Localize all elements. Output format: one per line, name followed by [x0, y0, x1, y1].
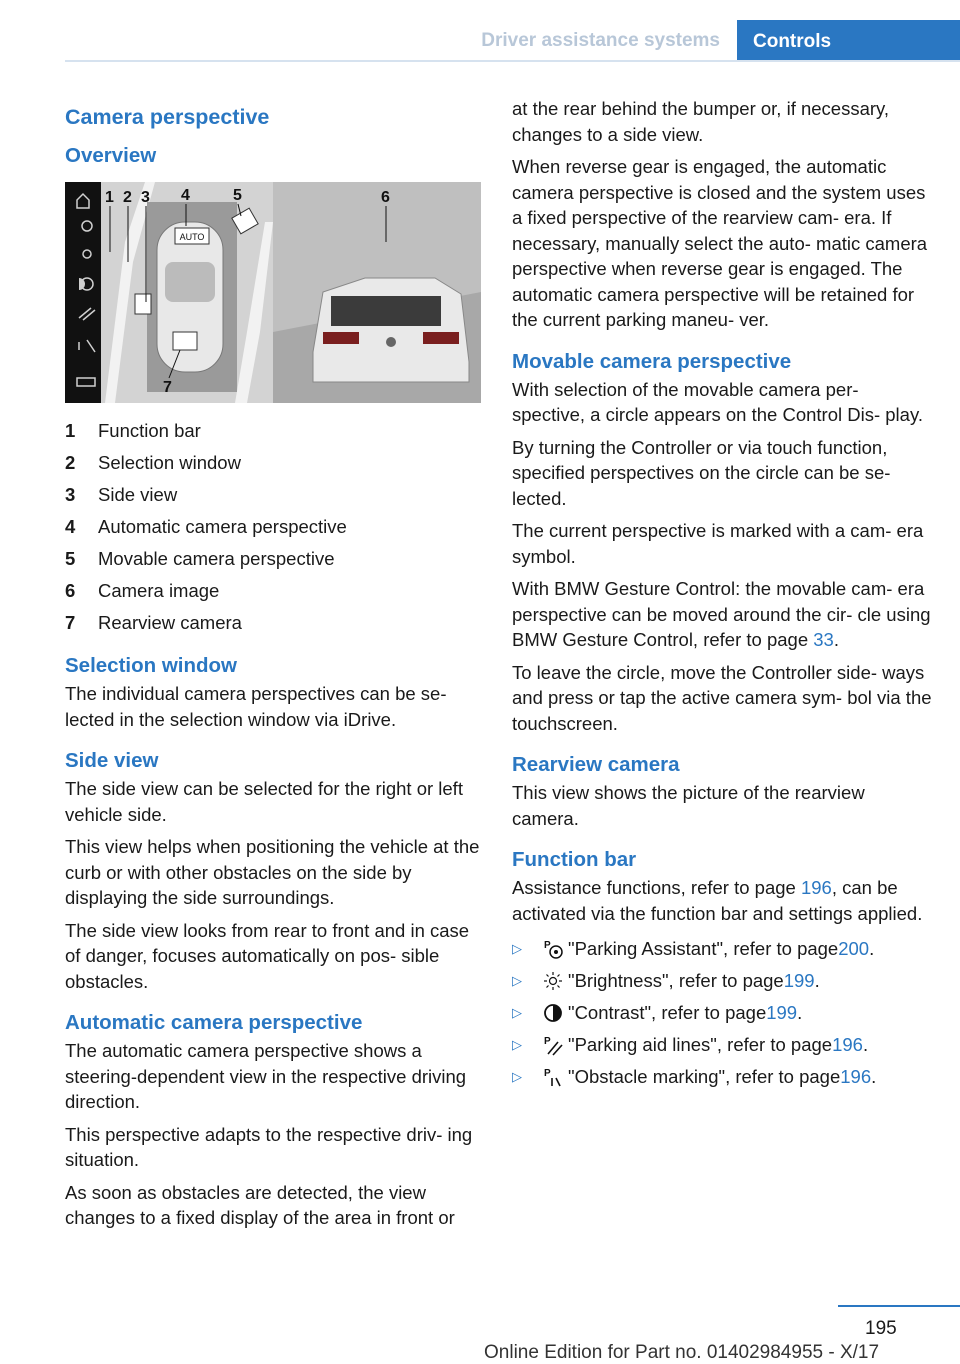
- page-link[interactable]: 196: [832, 1034, 863, 1056]
- list-item-text: "Parking aid lines", refer to page: [568, 1034, 833, 1056]
- header-section-title: Driver assistance systems: [481, 30, 720, 51]
- bullet-triangle-icon: ▷: [512, 1005, 522, 1021]
- list-item: ▷ P "Parking Assistant", refer to page 200 .: [512, 933, 932, 965]
- callout-2: 2: [123, 189, 132, 206]
- parking-aid-lines-icon: [538, 1034, 568, 1056]
- automatic-perspective-text-3: As soon as obstacles are detected, the view changes to a fixed display of the area in front or: [65, 1181, 455, 1228]
- figure-legend: [65, 415, 481, 639]
- brightness-icon: [538, 970, 568, 992]
- list-item-text: "Brightness", refer to page: [568, 970, 784, 992]
- camera-overview-figure: [65, 182, 481, 403]
- side-view-heading: Side view: [65, 749, 159, 772]
- legend-item: [65, 575, 481, 607]
- svg-text:P: P: [544, 1036, 551, 1047]
- page-link-196[interactable]: 196: [800, 877, 832, 898]
- function-bar-text-end: , can be activated via the function bar and settings applied.: [512, 877, 923, 924]
- rear-camera-symbol: [173, 332, 197, 350]
- side-view-text-1: The side view can be selected for the right or left vehicle side.: [65, 778, 463, 825]
- legend-number: 1: [65, 420, 76, 442]
- footer-rule: [838, 1305, 960, 1307]
- legend-item: [65, 511, 481, 543]
- legend-label: Automatic camera perspective: [98, 516, 347, 538]
- legend-label: Function bar: [98, 420, 201, 442]
- movable-perspective-text-5: To leave the circle, move the Controller side‐ ways and press or tap the active camera sym‐ bol via the touchscreen.: [512, 661, 932, 734]
- legend-number: 5: [65, 548, 76, 570]
- automatic-perspective-text-4: at the rear behind the bumper or, if necessary, changes to a side view.: [512, 98, 890, 145]
- bullet-triangle-icon: ▷: [512, 973, 522, 989]
- gesture-text-end: .: [833, 629, 839, 650]
- rearview-camera-heading: Rearview camera: [512, 753, 680, 776]
- list-item-text: "Contrast", refer to page: [568, 1002, 767, 1024]
- bullet-triangle-icon: ▷: [512, 1037, 522, 1053]
- movable-perspective-text-2: By turning the Controller or via touch function, specified perspectives on the circle can be se‐ lected.: [512, 436, 891, 509]
- page-title: Camera perspective: [65, 105, 270, 129]
- function-bar-text: [512, 875, 932, 926]
- page-link[interactable]: 196: [840, 1066, 872, 1088]
- svg-text:P: P: [544, 1068, 551, 1079]
- car-rear-view: [313, 278, 469, 382]
- right-column: [512, 96, 932, 1093]
- movable-perspective-text-3: The current perspective is marked with a cam‐ era symbol.: [512, 520, 924, 567]
- page-link[interactable]: 200: [838, 938, 870, 960]
- list-item: ▷ P "Parking aid lines", refer to page 196 .: [512, 1029, 932, 1061]
- list-item: ▷ P "Obstacle marking", refer to page 196 .: [512, 1061, 932, 1093]
- function-bar-list: [512, 933, 932, 1093]
- callout-7: 7: [163, 379, 172, 396]
- movable-perspective-heading: Movable camera perspective: [512, 349, 792, 373]
- page-number: 195: [865, 1318, 897, 1339]
- legend-number: 3: [65, 484, 76, 506]
- selection-window-text: The individual camera perspectives can be se‐ lected in the selection window via iDrive.: [65, 683, 447, 730]
- header-chapter-tab: Controls: [737, 20, 960, 62]
- svg-text:AUTO: AUTO: [179, 232, 205, 242]
- left-column: [65, 96, 481, 1238]
- legend-label: Movable camera perspective: [98, 548, 335, 570]
- legend-item: [65, 543, 481, 575]
- selection-window-heading: Selection window: [65, 654, 237, 677]
- legend-item: [65, 607, 481, 639]
- legend-number: 2: [65, 452, 76, 474]
- legend-item: [65, 415, 481, 447]
- side-view-text-2: This view helps when positioning the vehicle at the curb or with other obstacles on the side by displaying the side surroundings.: [65, 836, 480, 908]
- function-bar-heading: Function bar: [512, 848, 637, 871]
- legend-label: Side view: [98, 484, 178, 506]
- page-link[interactable]: 199: [766, 1002, 798, 1024]
- automatic-perspective-text-2: This perspective adapts to the respective driv‐ ing situation.: [65, 1123, 473, 1170]
- legend-number: 7: [65, 612, 76, 634]
- page-header: [0, 0, 960, 66]
- page-link[interactable]: 199: [783, 970, 815, 992]
- callout-4: 4: [181, 187, 190, 204]
- svg-text:P: P: [544, 940, 551, 951]
- legend-number: 4: [65, 516, 76, 538]
- bullet-triangle-icon: ▷: [512, 941, 522, 957]
- page-link-33[interactable]: 33: [813, 629, 834, 650]
- list-item-text: "Parking Assistant", refer to page: [568, 938, 839, 960]
- callout-1: 1: [105, 189, 114, 206]
- header-rule: [65, 60, 960, 62]
- camera-overview-illustration: [65, 182, 481, 403]
- side-view-text-3: The side view looks from rear to front and in case of danger, focuses automatically on pos‐ sible obstacles.: [65, 919, 470, 992]
- movable-perspective-text-1: With selection of the movable camera per‐ spective, a circle appears on the Control Dis‐ play.: [512, 378, 923, 425]
- function-bar-strip: [65, 182, 101, 403]
- callout-6: 6: [381, 189, 390, 206]
- legend-item: [65, 447, 481, 479]
- bullet-triangle-icon: ▷: [512, 1069, 522, 1085]
- gesture-text: With BMW Gesture Control: the movable cam‐ era perspective can be moved around the cir‐ cle using BMW Gesture Control, refer to page: [512, 578, 931, 650]
- function-bar-text-start: Assistance functions, refer to page: [512, 877, 801, 898]
- automatic-perspective-heading: Automatic camera perspective: [65, 1011, 363, 1034]
- obstacle-marking-icon: [538, 1066, 568, 1088]
- legend-number: 6: [65, 580, 76, 602]
- rearview-camera-text: This view shows the picture of the rearview camera.: [512, 782, 865, 829]
- callout-3: 3: [141, 189, 150, 206]
- list-item: ▷ "Brightness", refer to page 199 .: [512, 965, 932, 997]
- legend-item: [65, 479, 481, 511]
- overview-heading: Overview: [65, 144, 157, 167]
- legend-label: Rearview camera: [98, 612, 242, 634]
- edition-footer: Online Edition for Part no. 01402984955 - X/17: [484, 1342, 880, 1363]
- contrast-icon: [538, 1002, 568, 1024]
- movable-perspective-text-4: [512, 576, 932, 653]
- side-camera-symbol: [135, 294, 151, 314]
- automatic-perspective-text-1: The automatic camera perspective shows a steering-dependent view in the respective driving direction.: [65, 1040, 467, 1112]
- parking-assistant-icon: [538, 938, 568, 960]
- legend-label: Selection window: [98, 452, 241, 474]
- automatic-perspective-text-5: When reverse gear is engaged, the automatic camera perspective is closed and the system uses a fixed perspective of the rearview cam‐ era. If necessary, manually select the auto‐ matic camera perspective when reverse gear is engaged. The automatic camera perspective will be retained for the current parking maneu‐ ver.: [512, 156, 928, 330]
- legend-label: Camera image: [98, 580, 220, 602]
- callout-5: 5: [233, 187, 242, 204]
- list-item-text: "Obstacle marking", refer to page: [568, 1066, 841, 1088]
- list-item: ▷ "Contrast", refer to page 199 .: [512, 997, 932, 1029]
